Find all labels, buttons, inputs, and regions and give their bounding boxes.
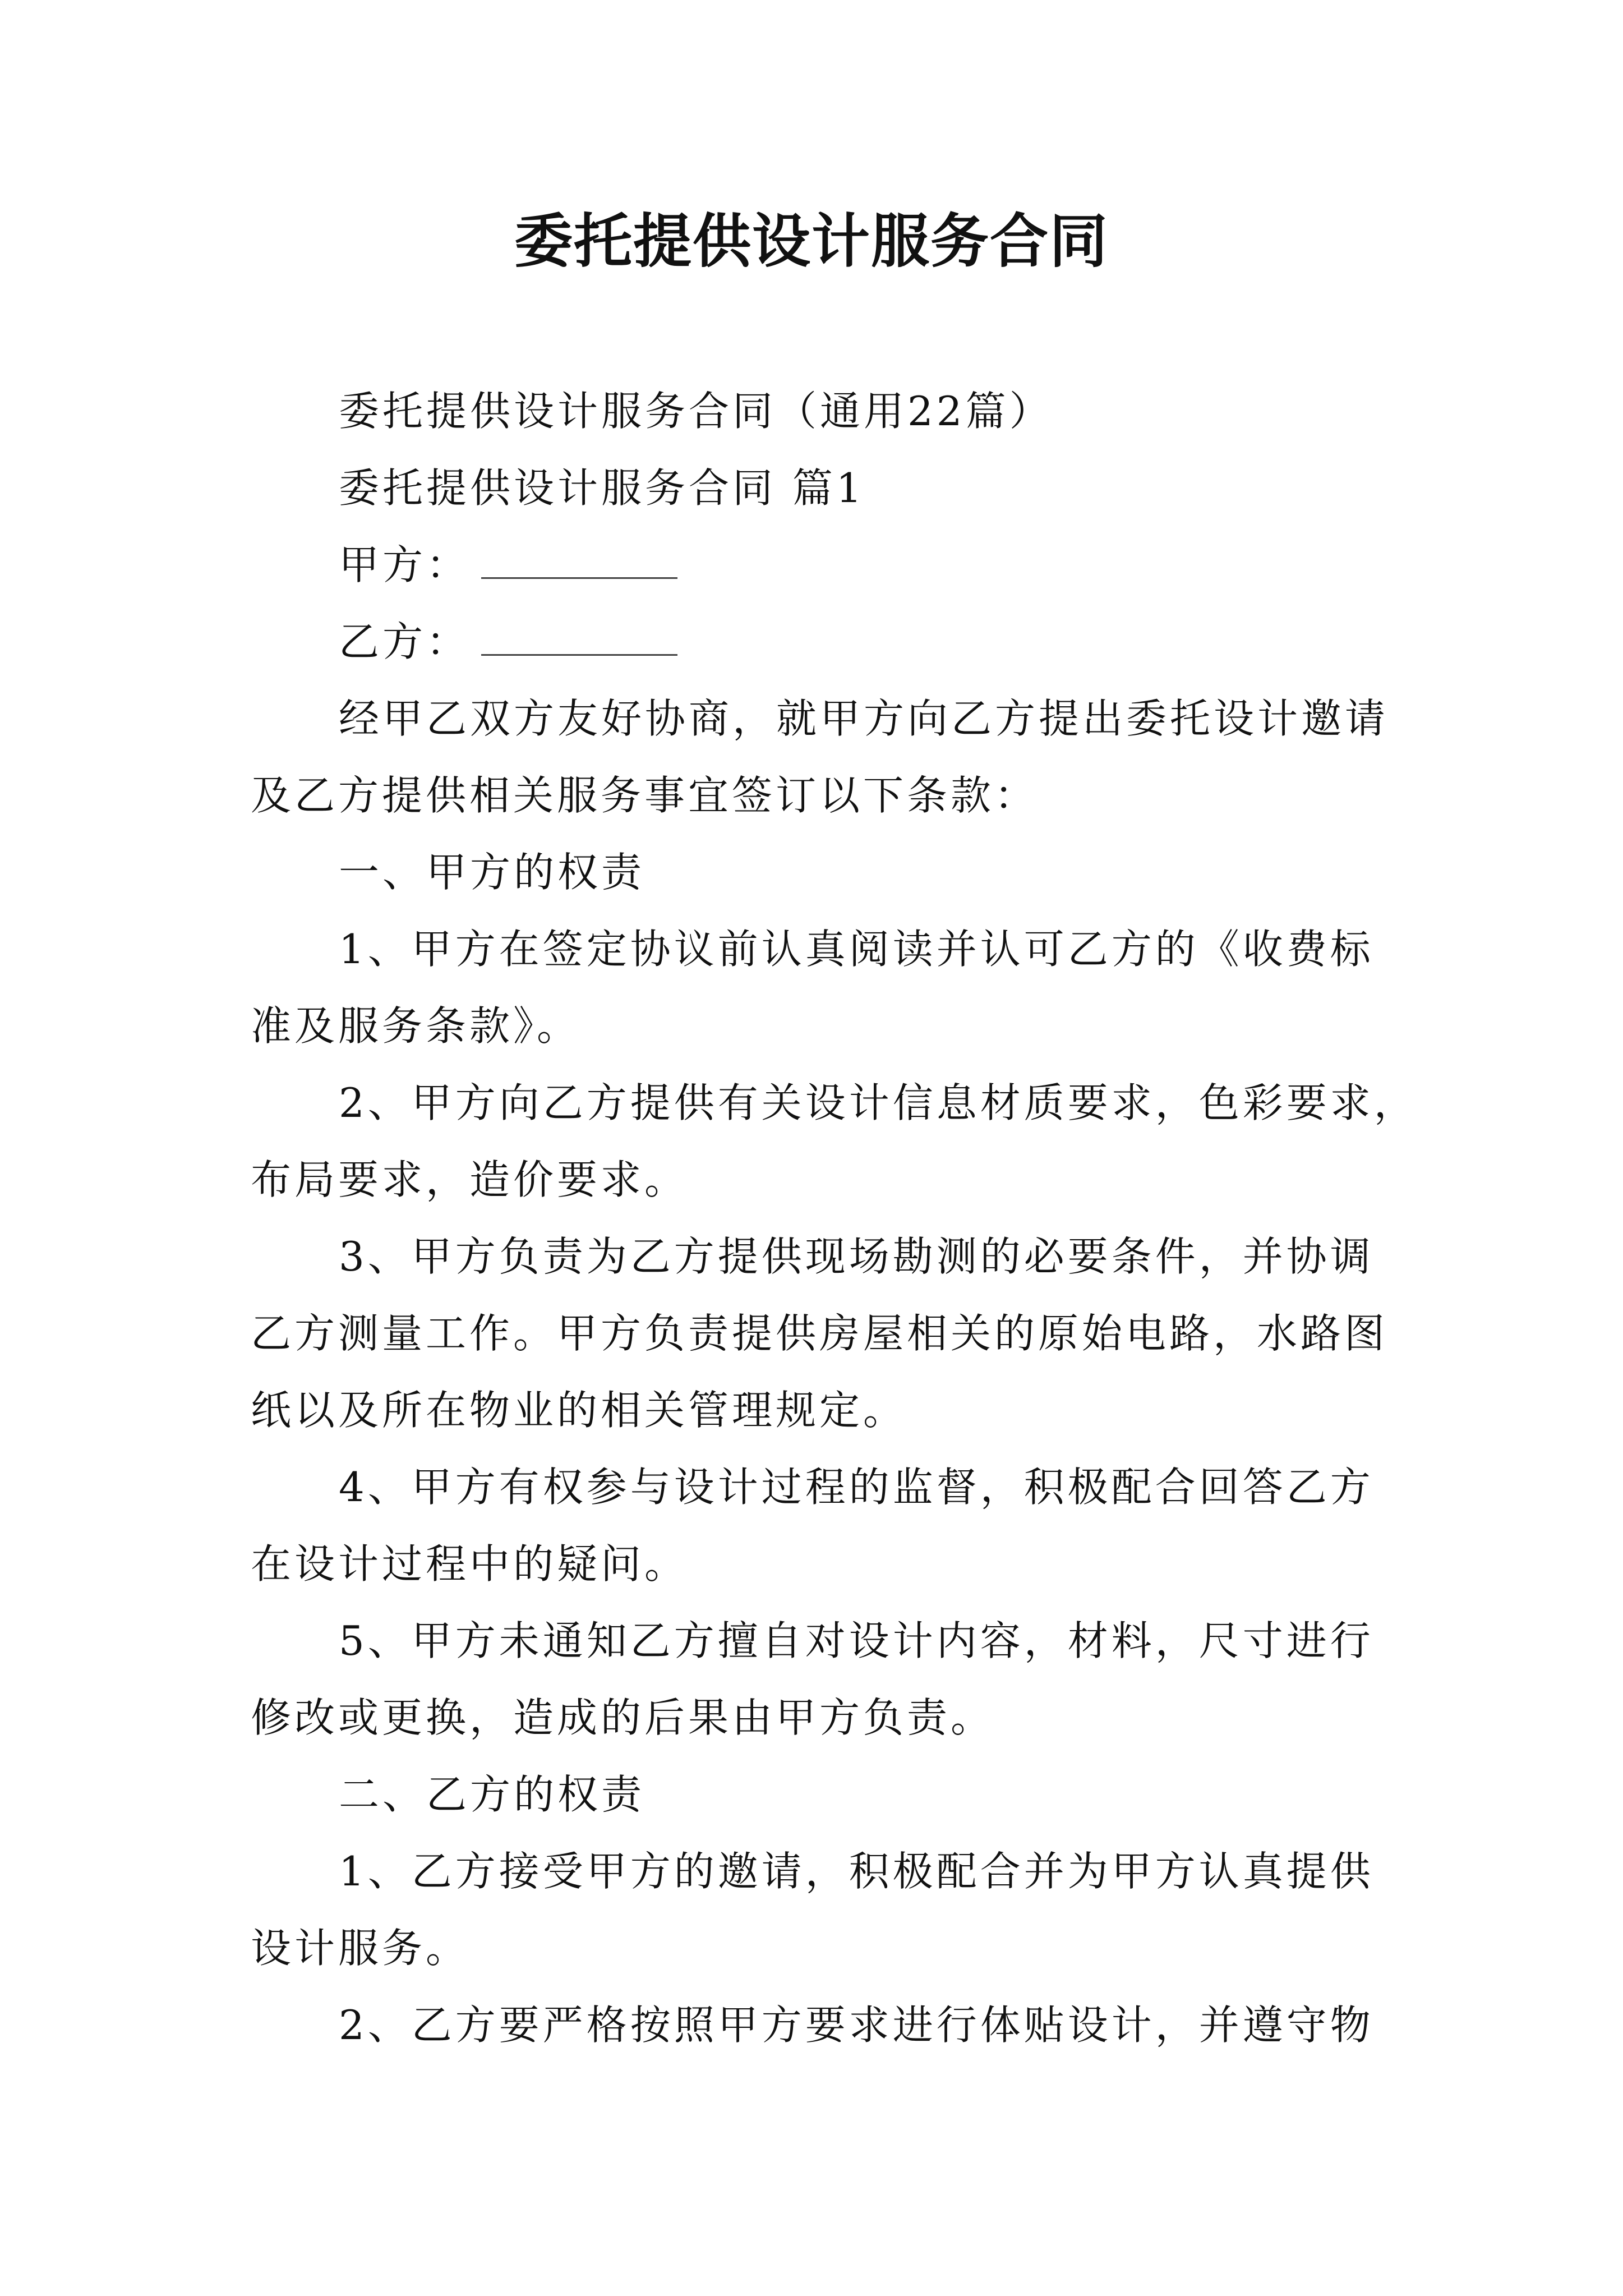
text-line: 3、甲方负责为乙方提供现场勘测的必要条件，并协调	[339, 1233, 1374, 1280]
document-subtitle: 委托提供设计服务合同（通用22篇）	[339, 388, 1053, 435]
text-line: 在设计过程中的疑问。	[251, 1540, 689, 1588]
text-line: 及乙方提供相关服务事宜签订以下条款：	[251, 772, 1039, 819]
part-heading: 委托提供设计服务合同 篇1	[339, 464, 865, 512]
text-line: 二、乙方的权责	[339, 1771, 645, 1818]
party-b-line	[251, 604, 1389, 680]
text-line: 乙方测量工作。甲方负责提供房屋相关的原始电路，水路图	[251, 1310, 1389, 1357]
text-line: 一、甲方的权责	[339, 849, 645, 896]
text-line: 准及服务条款》。	[251, 1002, 581, 1050]
text-line: 5、甲方未通知乙方擅自对设计内容，材料，尺寸进行	[339, 1617, 1374, 1664]
text-line: 4、甲方有权参与设计过程的监督，积极配合回答乙方	[339, 1464, 1374, 1511]
text-line: 布局要求，造价要求。	[251, 1156, 689, 1203]
text-line: 经甲乙双方友好协商，就甲方向乙方提出委托设计邀请	[339, 695, 1389, 742]
text-line: 修改或更换，造成的后果由甲方负责。	[251, 1694, 995, 1741]
party-a-label: 甲方：	[339, 541, 471, 588]
text-line: 1、乙方接受甲方的邀请，积极配合并为甲方认真提供	[339, 1848, 1374, 1895]
party-a-line	[251, 527, 1389, 604]
contract-text	[251, 680, 1418, 2064]
text-line: 纸以及所在物业的相关管理规定。	[251, 1387, 907, 1434]
text-line: 2、乙方要严格按照甲方要求进行体贴设计，并遵守物	[339, 2001, 1374, 2049]
text-line: 1、甲方在签定协议前认真阅读并认可乙方的《收费标	[339, 926, 1374, 973]
text-line: 2、甲方向乙方提供有关设计信息材质要求，色彩要求，	[339, 1079, 1418, 1126]
document-title: 委托提供设计服务合同	[514, 206, 1109, 275]
party-a-blank	[481, 538, 677, 579]
text-line: 设计服务。	[251, 1925, 470, 1972]
party-b-label: 乙方：	[339, 618, 471, 665]
party-b-blank	[481, 615, 677, 656]
document-body	[251, 373, 1418, 2064]
